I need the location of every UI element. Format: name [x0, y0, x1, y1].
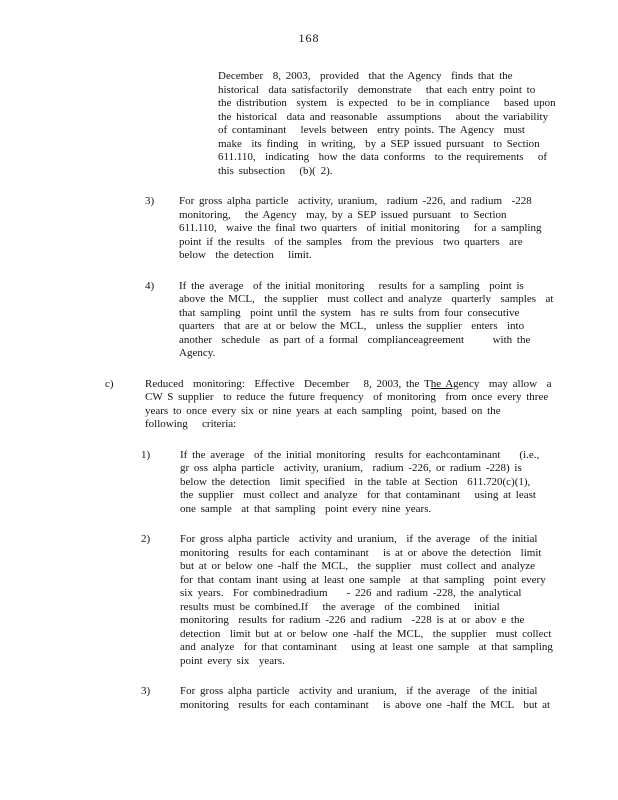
item-c-1: [0, 449, 618, 517]
text-line: point every six years.: [180, 654, 285, 667]
text-line: If the average of the initial monitoring results for eachcontaminant (i.e.,: [180, 448, 540, 461]
list-item-label: 4): [145, 279, 155, 292]
text-line: of contaminant levels between entry points. The Agency must: [218, 124, 525, 136]
paragraph-lines: [179, 280, 618, 361]
text-line: years to once every six or nine years at each sampling point, based on the: [145, 404, 501, 417]
text-line: the supplier must collect and analyze for that contaminant using at least: [180, 489, 536, 501]
text-segment: Reduced monitoring: Effective December 8, 2003, the T: [145, 377, 431, 390]
text-line: the historical data and reasonable assumptions about the variability: [218, 110, 549, 123]
text-line: make its finding in writing, by a SEP issued pursuant to Section: [218, 137, 540, 150]
para-c: [0, 378, 618, 432]
text-line: [145, 378, 618, 392]
text-line: quarters that are at or below the MCL, unless the supplier enters into: [179, 320, 525, 332]
text-line: this subsection (b)( 2).: [218, 164, 333, 177]
text-line: monitoring results for each contaminant is at or above the detection limit: [180, 546, 542, 559]
text-line: below the detection limit.: [179, 249, 312, 261]
text-line: and analyze for that contaminant using at least one sample at that sampling: [180, 641, 553, 653]
text-line: following criteria:: [145, 418, 237, 430]
item-c-2: [0, 533, 618, 668]
paragraph-lines: [179, 195, 618, 263]
text-line: If the average of the initial monitoring results for a sampling point is: [179, 279, 524, 292]
list-item-label: 2): [141, 533, 151, 545]
text-line: another schedule as part of a formal complianceagreement with the: [179, 333, 531, 346]
text-line: monitoring results for radium -226 and radium -228 is at or abov e the: [180, 614, 525, 626]
text-line: below the detection limit specified in the table at Section 611.720(c)(1),: [180, 475, 531, 488]
text-line: CW S supplier to reduce the future frequency of monitoring from once every three: [145, 391, 549, 403]
text-line: gr oss alpha particle activity, uranium, radium -226, or radium -228) is: [180, 462, 522, 474]
list-item-label: c): [105, 377, 114, 390]
text-line: results must be combined.If the average of the combined initial: [180, 600, 500, 613]
item-b-3: [0, 195, 618, 263]
text-line: December 8, 2003, provided that the Agency finds that the: [218, 70, 513, 82]
list-item-label: 3): [145, 195, 155, 207]
text-line: historical data satisfactorily demonstrate that each entry point to: [218, 83, 536, 96]
text-line: monitoring, the Agency may, by a SEP issued pursuant to Section: [179, 208, 507, 221]
text-line: Agency.: [179, 347, 216, 359]
text-line: for that contam inant using at least one sample at that sampling point every: [180, 573, 546, 586]
list-item-label: 1): [141, 448, 151, 461]
paragraph-lines: [145, 378, 618, 432]
text-line: For gross alpha particle activity and uranium, if the average of the initial: [180, 685, 538, 697]
text-line: the distribution system is expected to be in compliance based upon: [218, 97, 556, 109]
text-line: For gross alpha particle activity and uranium, if the average of the initial: [180, 533, 538, 545]
list-item-label: 3): [141, 685, 151, 697]
document-body: [0, 70, 618, 729]
text-line: but at or below one -half the MCL, the supplier must collect and analyze: [180, 560, 536, 572]
item-c-3: [0, 685, 618, 712]
text-line: 611.110, indicating how the data conforms to the requirements of: [218, 151, 548, 163]
item-b-4: [0, 280, 618, 361]
paragraph-lines: [180, 533, 618, 668]
text-line: above the MCL, the supplier must collect and analyze quarterly samples at: [179, 293, 554, 305]
text-line: For gross alpha particle activity, uranium, radium -226, and radium -228: [179, 195, 532, 207]
underlined-insertion: he Ag: [430, 377, 459, 390]
paragraph-lines: [218, 70, 618, 178]
text-line: point if the results of the samples from the previous two quarters are: [179, 235, 523, 248]
paragraph-lines: [180, 685, 618, 712]
text-line: 611.110, waive the final two quarters of initial monitoring for a sampling: [179, 222, 542, 234]
text-line: detection limit but at or below one -half the MCL, the supplier must collect: [180, 627, 552, 640]
text-segment: ency may allow a: [458, 377, 552, 390]
text-line: monitoring results for each contaminant is above one -half the MCL but at: [180, 698, 551, 711]
text-line: six years. For combinedradium - 226 and radium -228, the analytical: [180, 587, 522, 599]
page-number: 168: [298, 31, 320, 45]
para-b2-continuation: [0, 70, 618, 178]
text-line: that sampling point until the system has re sults from four consecutive: [179, 306, 520, 319]
paragraph-lines: [180, 449, 618, 517]
text-line: one sample at that sampling point every nine years.: [180, 502, 432, 515]
